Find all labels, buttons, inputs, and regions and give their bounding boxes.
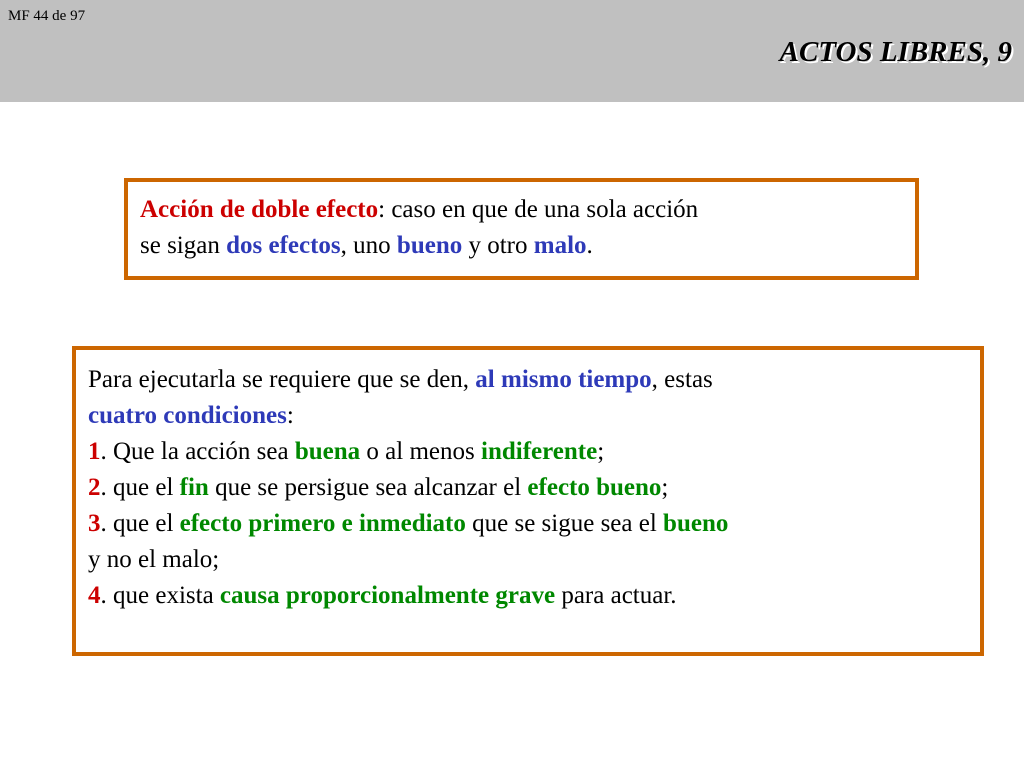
- efecto-primero-highlight: efecto primero e inmediato: [179, 510, 466, 537]
- definition-text: , uno: [340, 232, 397, 259]
- condition-text: . que el: [100, 510, 180, 537]
- al-mismo-tiempo-highlight: al mismo tiempo: [475, 366, 652, 393]
- definition-box: [124, 178, 919, 280]
- cuatro-condiciones-highlight: cuatro condiciones: [88, 402, 287, 429]
- slide-title: ACTOS LIBRES, 9: [779, 36, 1012, 68]
- condition-text: y no el malo;: [88, 546, 220, 573]
- condition-number: 4: [88, 582, 101, 609]
- condition-2: [88, 470, 968, 506]
- condition-text: o al menos: [360, 438, 481, 465]
- condition-text: ;: [597, 438, 605, 465]
- definition-text: se sigan: [140, 232, 227, 259]
- efecto-bueno-highlight: efecto bueno: [527, 474, 662, 501]
- conditions-box: [72, 346, 984, 656]
- condition-1: [88, 434, 968, 470]
- fin-highlight: fin: [179, 474, 209, 501]
- condition-text: que se sigue sea el: [465, 510, 664, 537]
- condition-text: que se persigue sea alcanzar el: [208, 474, 528, 501]
- condition-text: ;: [661, 474, 669, 501]
- condition-3-continuation: [88, 542, 968, 578]
- conditions-text: , estas: [651, 366, 713, 393]
- condition-text: . Que la acción sea: [100, 438, 295, 465]
- definition-line-2: [140, 228, 903, 264]
- condition-text: . que exista: [100, 582, 220, 609]
- bueno-highlight: bueno: [663, 510, 729, 537]
- bueno-highlight: bueno: [396, 232, 463, 259]
- definition-text: : caso en que de una sola acción: [378, 196, 699, 223]
- conditions-text: Para ejecutarla se requiere que se den,: [88, 366, 476, 393]
- dos-efectos-highlight: dos efectos: [226, 232, 341, 259]
- malo-highlight: malo: [533, 232, 587, 259]
- term-highlight: Acción de doble efecto: [140, 196, 379, 223]
- definition-text: y otro: [462, 232, 534, 259]
- causa-highlight: causa proporcionalmente grave: [219, 582, 556, 609]
- conditions-text: :: [286, 402, 294, 429]
- definition-text: .: [586, 232, 593, 259]
- header-bar: [0, 0, 1024, 102]
- conditions-intro-line-1: [88, 362, 968, 398]
- condition-number: 1: [88, 438, 101, 465]
- indiferente-highlight: indiferente: [481, 438, 598, 465]
- condition-text: para actuar.: [555, 582, 677, 609]
- definition-line-1: [140, 192, 903, 228]
- condition-text: . que el: [100, 474, 180, 501]
- condition-3: [88, 506, 968, 542]
- buena-highlight: buena: [294, 438, 361, 465]
- condition-number: 2: [88, 474, 101, 501]
- conditions-intro-line-2: [88, 398, 968, 434]
- slide-number: MF 44 de 97: [8, 8, 86, 24]
- condition-4: [88, 578, 968, 614]
- condition-number: 3: [88, 510, 101, 537]
